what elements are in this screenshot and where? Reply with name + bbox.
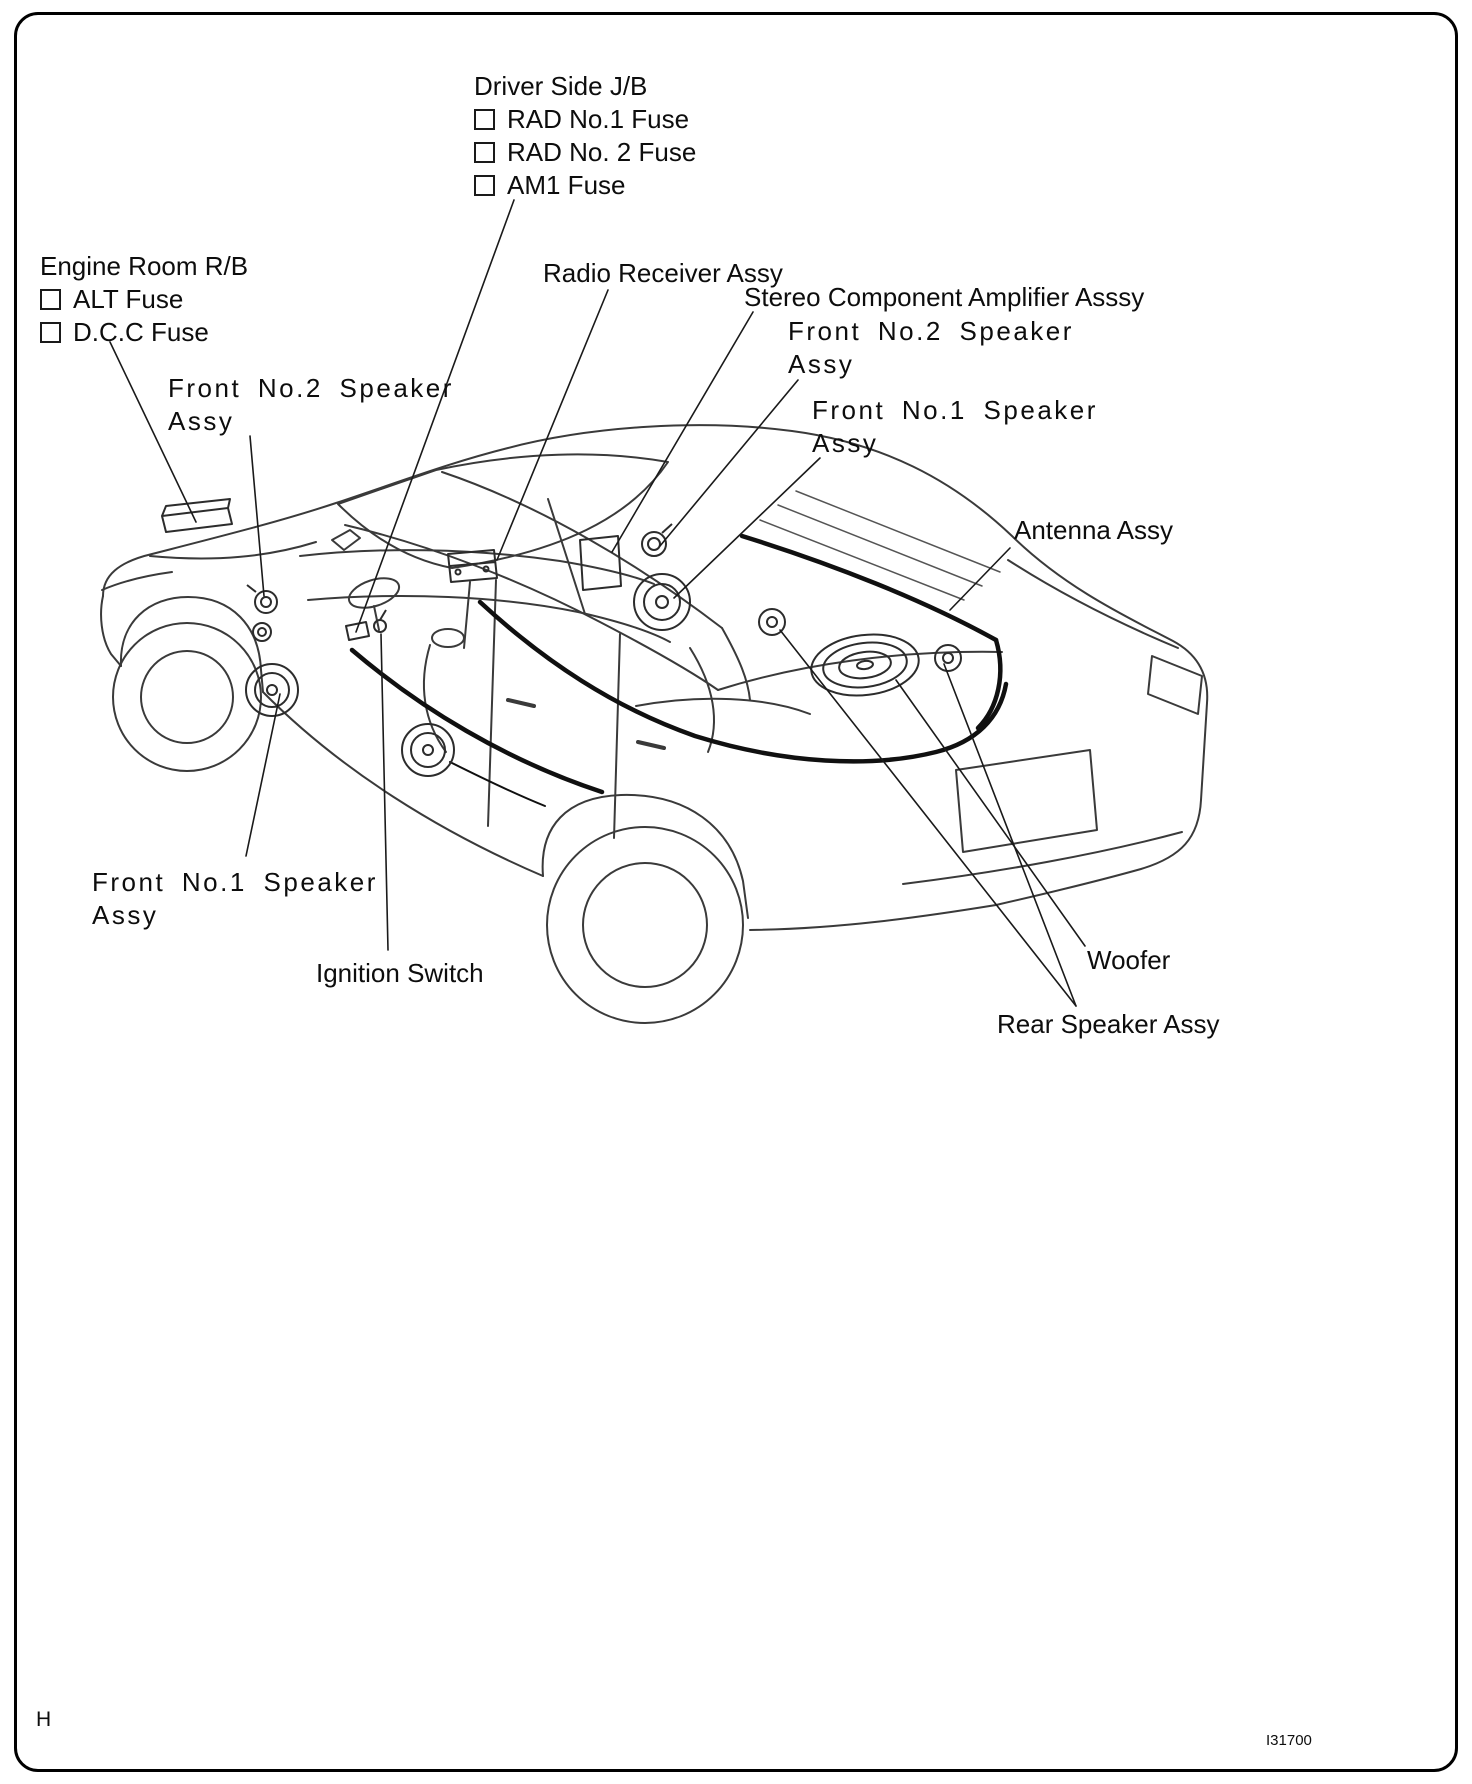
side-mirror (332, 530, 360, 550)
callout-title: Driver Side J/B (474, 71, 648, 101)
front-seat-outline (424, 645, 446, 752)
driver-side-jb-box (346, 622, 369, 640)
callout-label-line2: Assy (92, 900, 159, 930)
leader-front-no2-speaker-left (250, 436, 264, 596)
headlight-line (102, 572, 172, 590)
door-handle-rear (638, 742, 664, 748)
callout-label: Stereo Component Amplifier Asssy (744, 282, 1145, 312)
fuse-label: RAD No. 2 Fuse (507, 137, 697, 167)
callout-front-no1-speaker-right (812, 394, 1098, 460)
leader-front-no2-speaker-right (660, 380, 798, 546)
front-wheel-outer (113, 623, 261, 771)
radio-knob (456, 570, 461, 575)
fuse-item (40, 283, 248, 316)
leader-rear-speaker-right (944, 664, 1076, 1006)
leader-antenna (950, 548, 1010, 610)
taillight (1148, 656, 1202, 714)
callout-label: Radio Receiver Assy (543, 258, 783, 288)
fuse-label: AM1 Fuse (507, 170, 626, 200)
rear-bench-line (636, 699, 810, 714)
front-bumper-line (101, 596, 121, 666)
headrest (432, 629, 464, 647)
callout-ignition-switch (316, 957, 484, 990)
callout-stereo-amplifier (744, 281, 1144, 314)
callout-label-line1: Front No.1 Speaker (92, 867, 378, 897)
c-pillar-base (722, 628, 750, 700)
checkbox-icon (40, 289, 61, 310)
license-plate-recess (956, 750, 1097, 852)
fuse-item (474, 169, 696, 202)
callout-label-line1: Front No.2 Speaker (788, 316, 1074, 346)
callout-antenna (1014, 514, 1173, 547)
rear-wheel-outer (547, 827, 743, 1023)
ignition-key-line (380, 610, 386, 620)
callout-label: Ignition Switch (316, 958, 484, 988)
figure-code: I31700 (1266, 1732, 1312, 1749)
checkbox-icon (474, 175, 495, 196)
front-no1-speaker-left-icon (246, 664, 298, 716)
speaker-harness-branch (450, 762, 545, 806)
engine-room-rb-box (162, 499, 232, 532)
callout-label-line1: Front No.2 Speaker (168, 373, 454, 403)
b-pillar (548, 499, 585, 614)
rear-speaker-right-icon (935, 645, 961, 671)
rear-bottom-line (750, 905, 996, 930)
front-wheel-arch (121, 597, 263, 692)
leader-stereo-amplifier (612, 312, 753, 552)
rear-wheel-inner (583, 863, 707, 987)
hood-inner-line (150, 542, 316, 558)
door-handle-front (508, 700, 534, 706)
rear-door-seam (614, 634, 620, 838)
rocker-panel-line (263, 692, 543, 876)
ignition-switch-icon (374, 620, 386, 632)
leader-rear-speaker-left (780, 630, 1076, 1006)
leader-front-no1-speaker-left (246, 694, 280, 856)
rear-deck-edge (718, 652, 1002, 690)
stereo-amplifier-box (580, 536, 621, 590)
callout-rear-speaker (997, 1008, 1220, 1041)
checkbox-icon (40, 322, 61, 343)
callout-front-no1-speaker-left (92, 866, 378, 932)
dash-front-line (308, 596, 670, 642)
fuse-label: RAD No.1 Fuse (507, 104, 690, 134)
fuse-label: ALT Fuse (73, 284, 184, 314)
callout-title: Engine Room R/B (40, 251, 249, 281)
callout-woofer (1087, 944, 1170, 977)
fuse-label: D.C.C Fuse (73, 317, 209, 347)
front-wheel-inner (141, 651, 233, 743)
fuse-item (474, 136, 696, 169)
callout-front-no2-speaker-right (788, 315, 1074, 381)
front-door-speaker-mid-icon (402, 724, 454, 776)
callout-label-line2: Assy (168, 406, 235, 436)
trunk-seam (1008, 560, 1178, 648)
fuse-item (474, 103, 696, 136)
checkbox-icon (474, 142, 495, 163)
callout-label-line2: Assy (812, 428, 879, 458)
rear-wheel-arch (543, 795, 748, 918)
rear-glass-antenna-grid-line (796, 491, 1000, 572)
front-no1-speaker-right-icon (634, 574, 690, 630)
fuse-item (40, 316, 248, 349)
callout-label-line1: Front No.1 Speaker (812, 395, 1098, 425)
rear-glass-antenna-grid-line (760, 520, 964, 600)
radio-receiver-unit (448, 550, 497, 582)
checkbox-icon (474, 109, 495, 130)
antenna-cable-glass (742, 536, 996, 640)
callout-engine-room-rb (40, 250, 248, 349)
rear-glass-antenna-grid-line (778, 505, 982, 586)
front-no2-speaker-right-icon (642, 524, 672, 556)
callout-label: Rear Speaker Assy (997, 1009, 1220, 1039)
callout-label-line2: Assy (788, 349, 855, 379)
callout-label: Antenna Assy (1014, 515, 1173, 545)
callout-driver-side-jb (474, 70, 696, 202)
callout-label: Woofer (1087, 945, 1171, 975)
antenna-cable-pillar (978, 640, 1000, 728)
callout-front-no2-speaker-left (168, 372, 454, 438)
page-footer-letter: H (36, 1708, 52, 1731)
leader-front-no1-speaker-right (674, 458, 820, 598)
